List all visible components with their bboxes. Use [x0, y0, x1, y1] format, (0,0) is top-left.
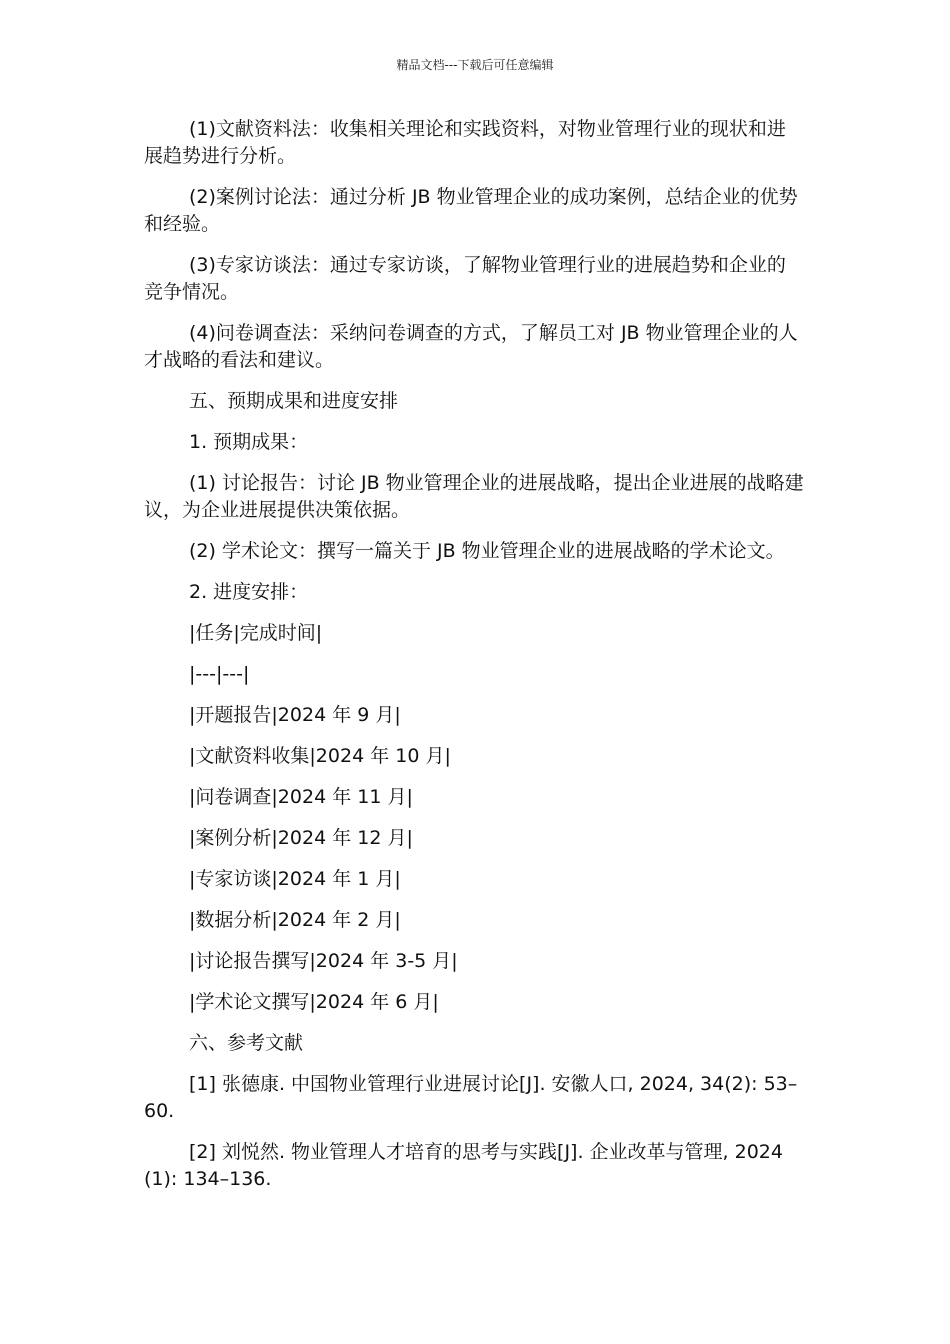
outcome-paper: (2) 学术论文：撰写一篇关于 JB 物业管理企业的进展战略的学术论文。: [189, 540, 785, 562]
section6-heading: 六、参考文献: [189, 1032, 304, 1054]
outcome-report: (1) 讨论报告：讨论 JB 物业管理企业的进展战略，提出企业进展的战略建议，为企业进展提供决策依据。: [144, 472, 804, 521]
method-case-study: (2)案例讨论法：通过分析 JB 物业管理企业的成功案例，总结企业的优势和经验。: [144, 186, 798, 235]
expected-outcomes-subheading: 1. 预期成果：: [189, 431, 309, 453]
method-questionnaire: (4)问卷调查法：采纳问卷调查的方式，了解员工对 JB 物业管理企业的人才战略的看法和建议。: [144, 322, 798, 371]
document-body: [144, 116, 804, 1207]
schedule-separator-row: |---|---|: [189, 663, 250, 685]
schedule-row: |问卷调查|2024 年 11 月|: [189, 786, 413, 808]
page-header: 精品文档---下载后可任意编辑: [396, 58, 554, 72]
section5-heading: 五、预期成果和进度安排: [189, 390, 399, 412]
reference-item: [1] 张德康. 中国物业管理行业进展讨论[J]. 安徽人口, 2024, 34(2): 53–60.: [144, 1073, 798, 1122]
schedule-row: |文献资料收集|2024 年 10 月|: [189, 745, 451, 767]
schedule-row: |案例分析|2024 年 12 月|: [189, 827, 413, 849]
schedule-row: |学术论文撰写|2024 年 6 月|: [189, 991, 439, 1013]
method-literature: (1)文献资料法：收集相关理论和实践资料，对物业管理行业的现状和进展趋势进行分析。: [144, 118, 786, 167]
schedule-header-row: |任务|完成时间|: [189, 622, 323, 644]
schedule-row: |开题报告|2024 年 9 月|: [189, 704, 401, 726]
reference-item: [2] 刘悦然. 物业管理人才培育的思考与实践[J]. 企业改革与管理, 2024(1): 134–136.: [144, 1141, 783, 1190]
schedule-table: [144, 620, 804, 1016]
schedule-row: |讨论报告撰写|2024 年 3-5 月|: [189, 950, 458, 972]
schedule-row: |专家访谈|2024 年 1 月|: [189, 868, 401, 890]
schedule-subheading: 2. 进度安排：: [189, 581, 309, 603]
schedule-row: |数据分析|2024 年 2 月|: [189, 909, 401, 931]
method-expert-interview: (3)专家访谈法：通过专家访谈，了解物业管理行业的进展趋势和企业的竞争情况。: [144, 254, 786, 303]
